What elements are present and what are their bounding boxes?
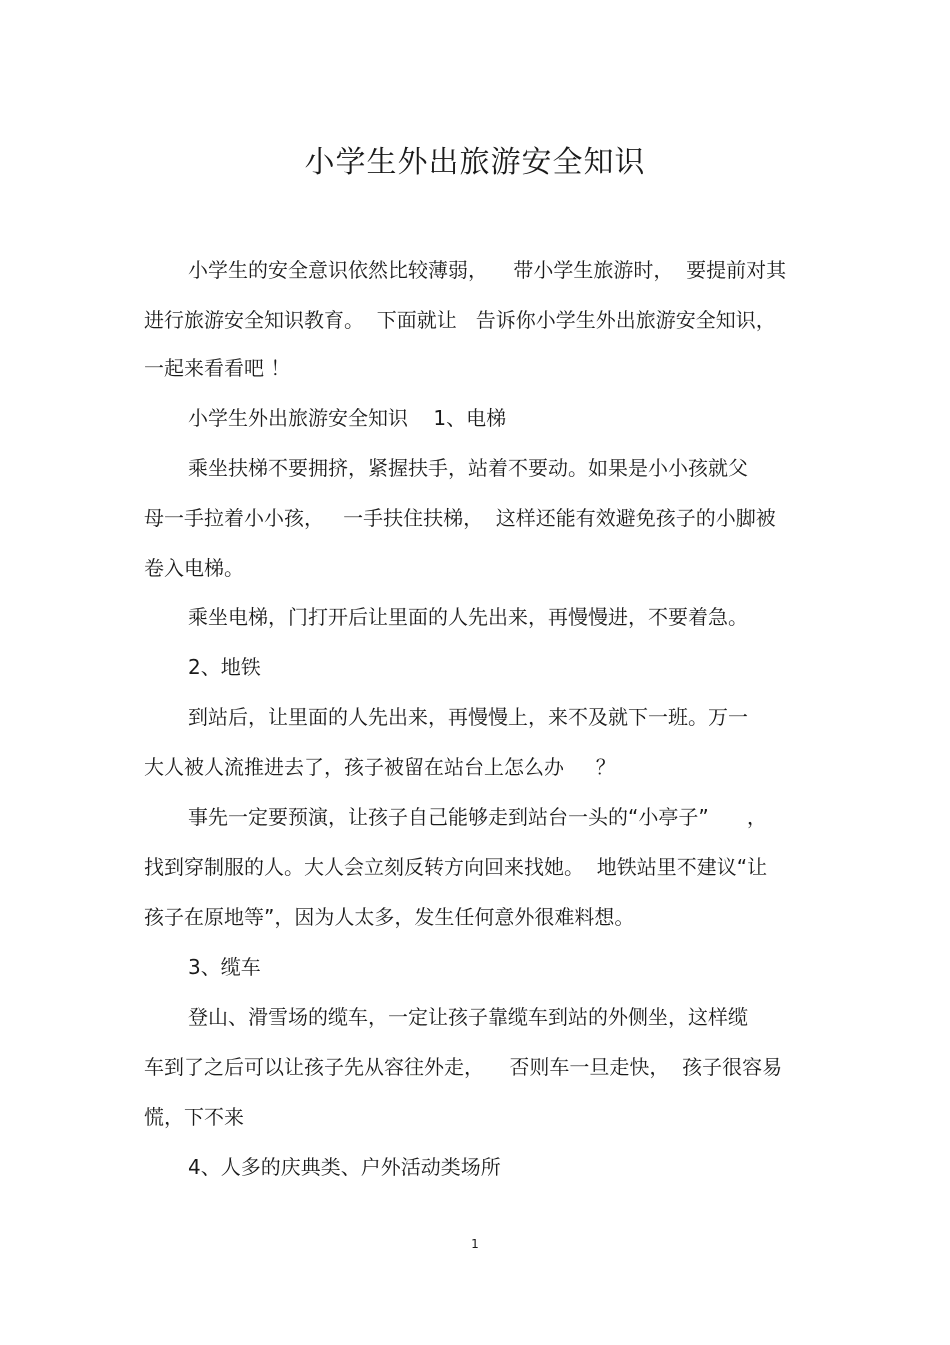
text-line: 大人被人流推进去了，孩子被留在站台上怎么办 ？ [144, 755, 616, 779]
text-line: 乘坐电梯，门打开后让里面的人先出来，再慢慢进，不要着急。 [188, 605, 748, 629]
text-line: 孩子在原地等”，因为人太多，发生任何意外很难料想。 [144, 905, 635, 929]
text-line: 母一手拉着小小孩， 一手扶住扶梯， 这样还能有效避免孩子的小脚被 [144, 506, 776, 530]
section-heading: 4、人多的庆典类、户外活动类场所 [188, 1155, 501, 1179]
text-line: 一起来看看吧 ！ [144, 356, 291, 380]
text-line: 车到了之后可以让孩子先从容往外走， 否则车一旦走快， 孩子很容易 [144, 1055, 783, 1079]
text-line: 乘坐扶梯不要拥挤，紧握扶手，站着不要动。如果是小小孩就父 [188, 456, 748, 480]
document-title: 小学生外出旅游安全知识 [304, 145, 646, 180]
text-line: 找到穿制服的人。大人会立刻反转方向回来找她。 地铁站里不建议“让 [144, 855, 768, 879]
text-line: 小学生的安全意识依然比较薄弱， 带小学生旅游时， 要提前对其 [188, 258, 787, 282]
text-line: 登山、滑雪场的缆车，一定让孩子靠缆车到站的外侧坐，这样缆 [188, 1005, 748, 1029]
text-line: 卷入电梯。 [144, 556, 244, 580]
section-heading: 小学生外出旅游安全知识 1、电梯 [188, 406, 507, 430]
text-line: 慌，下不来 [144, 1105, 244, 1129]
section-heading: 2、地铁 [188, 655, 261, 679]
text-line: 到站后，让里面的人先出来，再慢慢上，来不及就下一班。万一 [188, 705, 748, 729]
text-line: 事先一定要预演，让孩子自己能够走到站台一头的“小亭子” ， [188, 805, 767, 829]
section-heading: 3、缆车 [188, 955, 261, 979]
page-number: 1 [471, 1237, 479, 1251]
text-line: 进行旅游安全知识教育。 下面就让 告诉你小学生外出旅游安全知识， [144, 308, 776, 332]
